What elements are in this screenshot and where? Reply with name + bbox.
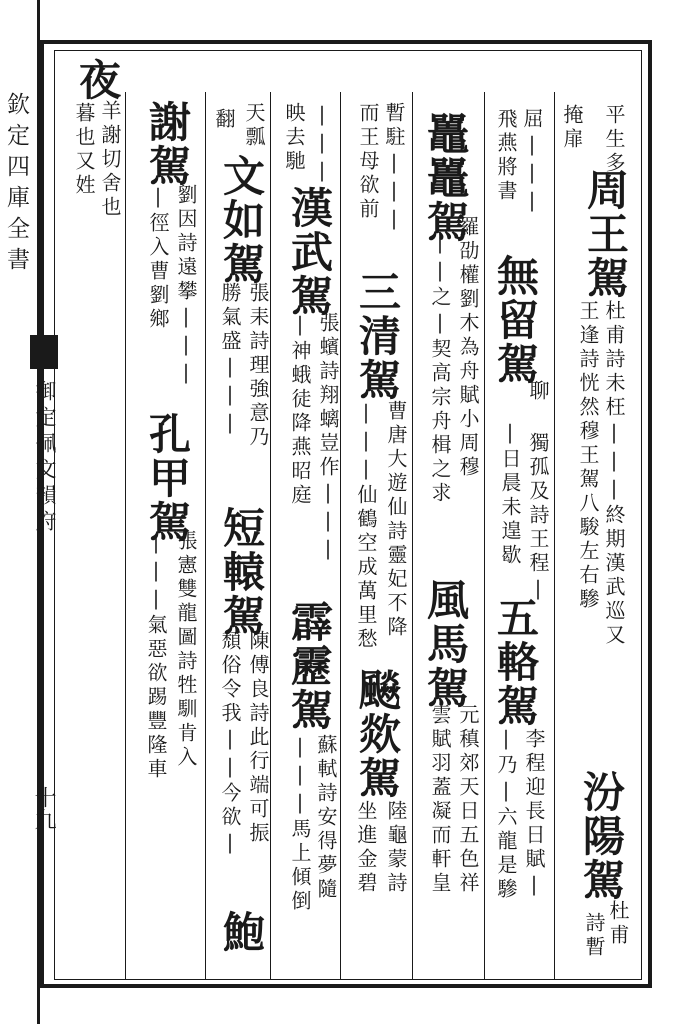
col5-prefix: ||| (310, 102, 334, 186)
col4-note-a: 曹唐大遊仙詩靈妃不降 (384, 400, 408, 640)
column-rule (125, 92, 126, 980)
col7-note-a: 劉因詩遠攀||| (174, 184, 198, 388)
col6c-entry: 鮑 (217, 910, 266, 954)
col7-prefix: 翻 (212, 108, 236, 132)
page-number: 十九 (31, 786, 56, 830)
col6-note-a: 張耒詩理強意乃 (246, 282, 270, 450)
col5b-prefix: 映去馳 (282, 102, 306, 174)
col7b-note-a: 張憲雙龍圖詩牲馴肯入 (174, 530, 198, 770)
col7b-note-b: |||氣惡欲踢豐隆車 (144, 530, 168, 782)
column-rule (205, 92, 206, 980)
col5-entry: 漢武駕 (285, 186, 334, 318)
column-rule (484, 92, 485, 980)
col7b-entry: 孔甲駕 (143, 412, 192, 544)
col6-note-b: 勝氣盛||| (218, 282, 242, 438)
col3b-entry: 風馬駕 (421, 578, 470, 710)
col2b-entry: 五輅駕 (491, 596, 540, 728)
col2-note-a: 聊 獨孤及詩王程| (526, 380, 550, 604)
col2-prefix: 屈||| (520, 108, 544, 216)
col3-entry: 鼉鼉駕 (421, 112, 470, 244)
col3-note-b: ||之|契高宗舟楫之求 (428, 230, 452, 506)
column-rule (554, 92, 555, 980)
book-title: 御定佩文韻府 (33, 380, 57, 536)
col5b-note-b: |||馬上傾倒 (288, 734, 312, 914)
col6-entry: 文如駕 (217, 154, 266, 286)
col4b-entry: 飈欻駕 (353, 668, 402, 800)
col2b-note-b: |乃|六龍是驂 (494, 726, 518, 902)
rhyme-note-line2: 暮也又姓 (72, 102, 96, 198)
col5-note-b: |神蛾徒降燕昭庭 (288, 312, 312, 508)
col2b-prefix: 飛燕將書 (494, 108, 518, 204)
rhyme-character: 夜 (73, 58, 122, 102)
col1b-entry: 汾陽駕 (577, 770, 626, 902)
col1-note-a: 杜甫詩未枉|||終期漢武巡又 (602, 300, 626, 648)
column-rule (340, 92, 341, 980)
col7-note-b: |徑入曹劉鄉 (146, 184, 170, 332)
col5b-note-a: 蘇軾詩安得夢隨 (314, 734, 338, 902)
column-rule (270, 92, 271, 980)
column-rule (412, 92, 413, 980)
col3b-note-b: 雲賦羽蓋凝而軒皇 (428, 704, 452, 896)
col6-prefix: 天瓢 (242, 102, 266, 150)
col1-entry: 周王駕 (581, 168, 630, 300)
col2c-note: |日晨未遑歇 (498, 420, 522, 568)
col4b-prefix: 而王母欲前 (356, 102, 380, 222)
rhyme-note-line1: 羊謝切舍也 (98, 100, 122, 220)
col1b-note-b: 詩暫 (582, 912, 606, 960)
col3-note-a: 羅劭權劉木為舟賦小周穆 (456, 216, 480, 480)
col5-note-a: 張蠙詩翔螭豈作||| (316, 312, 340, 564)
col1-prefix: 平生多 (602, 104, 626, 176)
library-title: 欽定四庫全書 (3, 92, 29, 278)
col4-prefix: 暫駐||| (382, 102, 406, 234)
col4-entry: 三清駕 (353, 270, 402, 402)
col5b-entry: 霹靂駕 (285, 600, 334, 732)
col3b-note-a: 元稹郊天日五色祥 (456, 704, 480, 896)
col4b-note-b: 坐進金碧 (354, 800, 378, 896)
col7-entry: 謝駕 (143, 100, 192, 188)
col4b-note-a: 陸龜蒙詩 (384, 800, 408, 896)
col6b-note-b: 頹俗令我||今欲| (218, 630, 242, 858)
col6b-note-a: 陳傅良詩此行端可振 (246, 630, 270, 846)
col4-note-b: |||仙鶴空成萬里愁 (354, 400, 378, 652)
col1-note-b: 王逢詩恍然穆王駕八駿左右驂 (576, 300, 600, 612)
col1b-prefix: 掩扉 (560, 104, 584, 152)
col2-entry: 無留駕 (491, 254, 540, 386)
col2b-note-a: 李程迎長日賦| (522, 728, 546, 900)
col1b-note-a: 杜甫 (606, 900, 630, 948)
col6b-entry: 短轅駕 (217, 506, 266, 638)
